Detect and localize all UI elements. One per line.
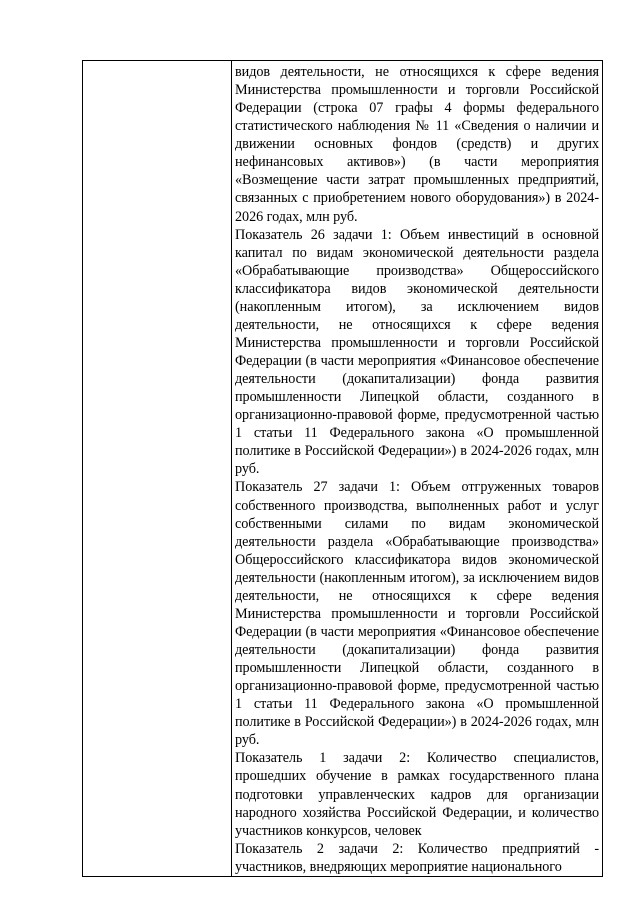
table-row [83, 61, 603, 877]
indicator-description-cell [232, 61, 603, 877]
paragraph-task2-indicator-1: Показатель 1 задачи 2: Количество специалистов, прошедших обучение в рамках государственного плана подготовки управленческих кадров для организации народного хозяйства Российской Федерации, и количество участников конкурсов, человек [235, 750, 599, 839]
cell-text-block [232, 61, 602, 876]
paragraph-indicator-27: Показатель 27 задачи 1: Объем отгруженных товаров собственного производства, выполненных работ и услуг собственными силами по видам экономической деятельности раздела «Обрабатывающие производства» Общероссийского классификатора видов экономической деятельности (накопленным итогом), за исключением видов деятельности, не относящихся к сфере ведения Министерства промышленности и торговли Российской Федерации (в части мероприятия «Финансовое обеспечение деятельности (докапитализации) фонда развития промышленности Липецкой области, созданного в организационно-правовой форме, предусмотренной частью 1 статьи 11 Федерального закона «О промышленной политике в Российской Федерации») в 2024-2026 годах, млн руб. [235, 479, 599, 749]
document-table [82, 60, 603, 877]
paragraph-task2-indicator-2: Показатель 2 задачи 2: Количество предприятий - участников, внедряющих мероприятие национального [235, 840, 599, 875]
paragraph-continuation: видов деятельности, не относящихся к сфере ведения Министерства промышленности и торговли Российской Федерации (строка 07 графы 4 формы федерального статистического наблюдения № 11 «Сведения о наличии и движении основных фондов (средств) и других нефинансовых активов») (в части мероприятия «Возмещение части затрат промышленных предприятий, связанных с приобретением нового оборудования») в 2024-2026 годах, млн руб. [235, 64, 599, 225]
paragraph-indicator-26: Показатель 26 задачи 1: Объем инвестиций в основной капитал по видам экономической деятельности раздела «Обрабатывающие производства» Общероссийского классификатора видов экономической деятельности (накопленным итогом), за исключением видов деятельности, не относящихся к сфере ведения Министерства промышленности и торговли Российской Федерации (в части мероприятия «Финансовое обеспечение деятельности (докапитализации) фонда развития промышленности Липецкой области, созданного в организационно-правовой форме, предусмотренной частью 1 статьи 11 Федерального закона «О промышленной политике в Российской Федерации») в 2024-2026 годах, млн руб. [235, 226, 599, 478]
left-empty-cell [83, 61, 232, 877]
